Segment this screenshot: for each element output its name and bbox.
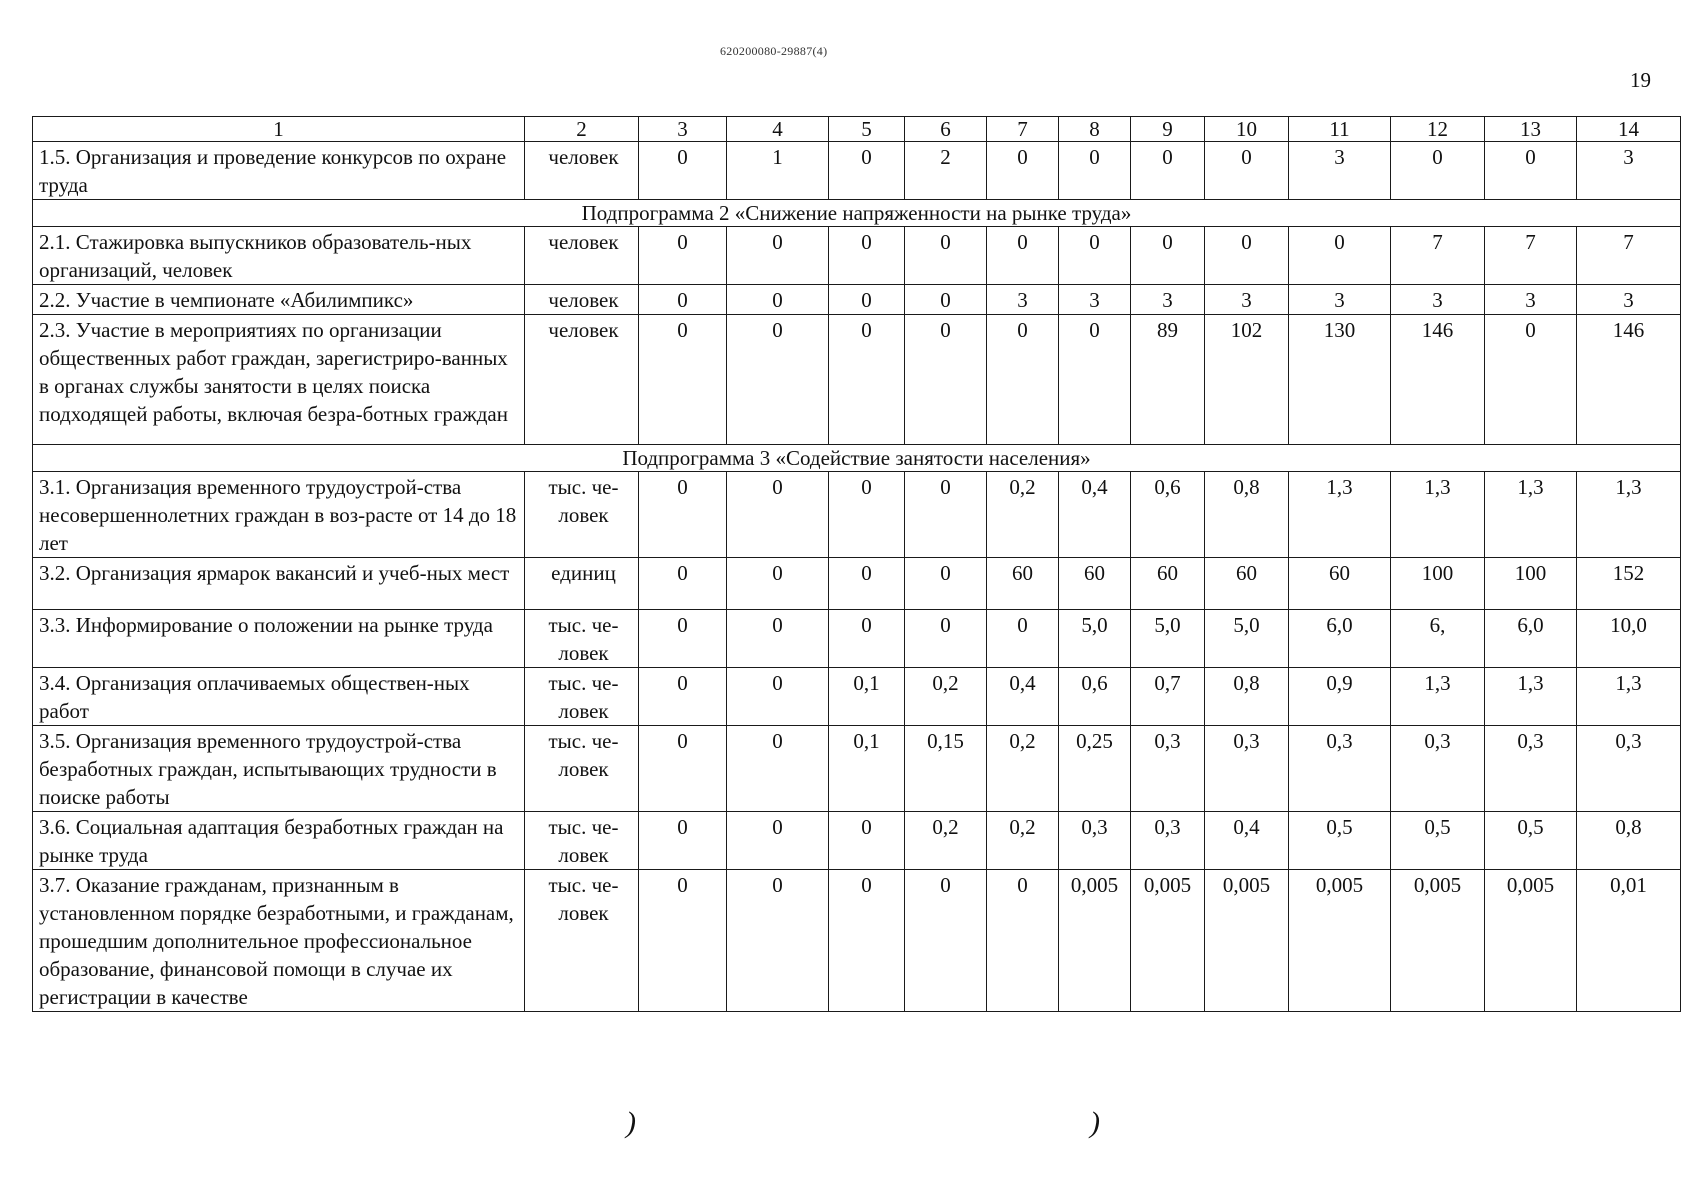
value-cell: 7 (1577, 227, 1681, 285)
value-cell: 0 (829, 610, 905, 668)
value-cell: 7 (1485, 227, 1577, 285)
value-cell: 0 (639, 726, 727, 812)
value-cell: 0,7 (1131, 668, 1205, 726)
column-number-cell: 13 (1485, 117, 1577, 142)
value-cell: 3 (1577, 142, 1681, 200)
value-cell: 0 (1059, 315, 1131, 445)
value-cell: 0,8 (1205, 668, 1289, 726)
value-cell: 0 (829, 812, 905, 870)
value-cell: 0 (987, 315, 1059, 445)
indicator-name: 3.7. Оказание гражданам, признанным в установленном порядке безработными, и гражданам, прошедшим дополнительное профессиональное образование, финансовой помощи в случае их регистрации в качестве (33, 870, 525, 1012)
value-cell: 0 (1289, 227, 1391, 285)
value-cell: 0 (987, 227, 1059, 285)
column-number-cell: 1 (33, 117, 525, 142)
value-cell: 0 (905, 558, 987, 610)
value-cell: 3 (1289, 285, 1391, 315)
value-cell: 0 (639, 610, 727, 668)
value-cell: 0 (727, 726, 829, 812)
value-cell: 0 (1485, 315, 1577, 445)
value-cell: 0,3 (1485, 726, 1577, 812)
value-cell: 0 (727, 558, 829, 610)
value-cell: 0 (1059, 227, 1131, 285)
value-cell: 0 (829, 472, 905, 558)
value-cell: 0 (639, 812, 727, 870)
column-number-cell: 8 (1059, 117, 1131, 142)
indicator-name: 3.2. Организация ярмарок вакансий и учеб-ных мест (33, 558, 525, 610)
value-cell: 0,4 (1059, 472, 1131, 558)
indicator-name: 2.2. Участие в чемпионате «Абилимпикс» (33, 285, 525, 315)
value-cell: 1,3 (1577, 472, 1681, 558)
value-cell: 0 (1059, 142, 1131, 200)
value-cell: 0 (1485, 142, 1577, 200)
value-cell: 0,3 (1131, 726, 1205, 812)
value-cell: 0,005 (1059, 870, 1131, 1012)
footer-mark-left: ) (626, 1106, 636, 1139)
column-number-cell: 4 (727, 117, 829, 142)
table-row (33, 315, 1681, 445)
value-cell: 6, (1391, 610, 1485, 668)
value-cell: 5,0 (1059, 610, 1131, 668)
value-cell: 0 (639, 227, 727, 285)
value-cell: 0 (639, 472, 727, 558)
value-cell: 0,3 (1289, 726, 1391, 812)
value-cell: 0,8 (1577, 812, 1681, 870)
value-cell: 5,0 (1205, 610, 1289, 668)
value-cell: 60 (1205, 558, 1289, 610)
table-row (33, 726, 1681, 812)
table-body (33, 117, 1681, 1012)
indicator-name: 3.6. Социальная адаптация безработных граждан на рынке труда (33, 812, 525, 870)
unit-cell: тыс. че-ловек (525, 726, 639, 812)
value-cell: 0 (727, 668, 829, 726)
value-cell: 3 (1391, 285, 1485, 315)
indicator-name: 3.5. Организация временного трудоустрой-ства безработных граждан, испытывающих трудности в поиске работы (33, 726, 525, 812)
unit-cell: человек (525, 227, 639, 285)
indicators-table-container (32, 116, 1680, 1012)
value-cell: 1,3 (1485, 668, 1577, 726)
value-cell: 0 (905, 870, 987, 1012)
value-cell: 130 (1289, 315, 1391, 445)
value-cell: 5,0 (1131, 610, 1205, 668)
unit-cell: человек (525, 142, 639, 200)
section-row (33, 445, 1681, 472)
value-cell: 0 (829, 285, 905, 315)
indicator-name: 3.3. Информирование о положении на рынке труда (33, 610, 525, 668)
value-cell: 0,3 (1131, 812, 1205, 870)
value-cell: 3 (1131, 285, 1205, 315)
value-cell: 1,3 (1391, 668, 1485, 726)
value-cell: 0,3 (1391, 726, 1485, 812)
value-cell: 1 (727, 142, 829, 200)
value-cell: 0,005 (1205, 870, 1289, 1012)
value-cell: 10,0 (1577, 610, 1681, 668)
value-cell: 0 (727, 227, 829, 285)
value-cell: 0,005 (1131, 870, 1205, 1012)
column-number-cell: 7 (987, 117, 1059, 142)
value-cell: 0,6 (1059, 668, 1131, 726)
value-cell: 0 (727, 285, 829, 315)
table-row (33, 812, 1681, 870)
unit-cell: тыс. че-ловек (525, 812, 639, 870)
value-cell: 60 (1289, 558, 1391, 610)
indicator-name: 3.4. Организация оплачиваемых обществен-ных работ (33, 668, 525, 726)
column-number-cell: 5 (829, 117, 905, 142)
section-row (33, 200, 1681, 227)
value-cell: 6,0 (1289, 610, 1391, 668)
value-cell: 0 (727, 472, 829, 558)
value-cell: 3 (1577, 285, 1681, 315)
table-row (33, 870, 1681, 1012)
unit-cell: тыс. че-ловек (525, 610, 639, 668)
unit-cell: тыс. че-ловек (525, 472, 639, 558)
unit-cell: тыс. че-ловек (525, 870, 639, 1012)
value-cell: 0 (905, 227, 987, 285)
value-cell: 0,5 (1289, 812, 1391, 870)
column-number-row (33, 117, 1681, 142)
value-cell: 0,4 (1205, 812, 1289, 870)
value-cell: 100 (1485, 558, 1577, 610)
value-cell: 0 (987, 870, 1059, 1012)
value-cell: 0 (1131, 227, 1205, 285)
value-cell: 3 (1205, 285, 1289, 315)
table-row (33, 472, 1681, 558)
value-cell: 0 (905, 315, 987, 445)
value-cell: 0 (727, 812, 829, 870)
value-cell: 1,3 (1577, 668, 1681, 726)
section-title: Подпрограмма 2 «Снижение напряженности на рынке труда» (33, 200, 1681, 227)
page-number: 19 (1630, 68, 1651, 92)
value-cell: 152 (1577, 558, 1681, 610)
value-cell: 7 (1391, 227, 1485, 285)
value-cell: 60 (1131, 558, 1205, 610)
value-cell: 0 (727, 610, 829, 668)
value-cell: 0 (639, 315, 727, 445)
value-cell: 3 (1485, 285, 1577, 315)
footer-mark-right: ) (1090, 1106, 1100, 1139)
value-cell: 0,005 (1391, 870, 1485, 1012)
value-cell: 0 (987, 142, 1059, 200)
indicator-name: 2.3. Участие в мероприятиях по организации общественных работ граждан, зарегистриро-ванных в органах службы занятости в целях поиска подходящей работы, включая безра-ботных граждан (33, 315, 525, 445)
indicator-name: 2.1. Стажировка выпускников образователь-ных организаций, человек (33, 227, 525, 285)
value-cell: 0 (829, 142, 905, 200)
table-row (33, 142, 1681, 200)
value-cell: 0,2 (905, 812, 987, 870)
value-cell: 0,005 (1289, 870, 1391, 1012)
value-cell: 0 (829, 315, 905, 445)
value-cell: 0 (829, 558, 905, 610)
indicator-name: 3.1. Организация временного трудоустрой-ства несовершеннолетних граждан в воз-расте от 14 до 18 лет (33, 472, 525, 558)
value-cell: 0,8 (1205, 472, 1289, 558)
value-cell: 146 (1391, 315, 1485, 445)
value-cell: 0,2 (987, 726, 1059, 812)
column-number-cell: 6 (905, 117, 987, 142)
value-cell: 100 (1391, 558, 1485, 610)
value-cell: 1,3 (1289, 472, 1391, 558)
value-cell: 0 (829, 227, 905, 285)
value-cell: 0,6 (1131, 472, 1205, 558)
value-cell: 0 (1391, 142, 1485, 200)
value-cell: 0 (727, 315, 829, 445)
column-number-cell: 12 (1391, 117, 1485, 142)
value-cell: 0 (639, 142, 727, 200)
value-cell: 0 (639, 668, 727, 726)
unit-cell: человек (525, 315, 639, 445)
value-cell: 0,15 (905, 726, 987, 812)
value-cell: 2 (905, 142, 987, 200)
value-cell: 0 (1205, 227, 1289, 285)
value-cell: 0,2 (987, 812, 1059, 870)
value-cell: 0 (905, 472, 987, 558)
value-cell: 0 (639, 558, 727, 610)
document-code: 620200080-29887(4) (720, 44, 828, 58)
value-cell: 6,0 (1485, 610, 1577, 668)
value-cell: 0,2 (987, 472, 1059, 558)
unit-cell: тыс. че-ловек (525, 668, 639, 726)
column-number-cell: 14 (1577, 117, 1681, 142)
column-number-cell: 10 (1205, 117, 1289, 142)
column-number-cell: 11 (1289, 117, 1391, 142)
table-row (33, 558, 1681, 610)
table-row (33, 285, 1681, 315)
value-cell: 60 (1059, 558, 1131, 610)
value-cell: 0,5 (1391, 812, 1485, 870)
value-cell: 0,5 (1485, 812, 1577, 870)
unit-cell: единиц (525, 558, 639, 610)
value-cell: 0,3 (1205, 726, 1289, 812)
column-number-cell: 9 (1131, 117, 1205, 142)
value-cell: 3 (1059, 285, 1131, 315)
value-cell: 0,1 (829, 726, 905, 812)
value-cell: 0,01 (1577, 870, 1681, 1012)
value-cell: 3 (1289, 142, 1391, 200)
value-cell: 102 (1205, 315, 1289, 445)
value-cell: 0,3 (1059, 812, 1131, 870)
value-cell: 0,2 (905, 668, 987, 726)
value-cell: 3 (987, 285, 1059, 315)
value-cell: 0,3 (1577, 726, 1681, 812)
value-cell: 0 (1205, 142, 1289, 200)
value-cell: 0 (905, 610, 987, 668)
table-row (33, 227, 1681, 285)
column-number-cell: 2 (525, 117, 639, 142)
value-cell: 60 (987, 558, 1059, 610)
value-cell: 0,1 (829, 668, 905, 726)
value-cell: 1,3 (1391, 472, 1485, 558)
value-cell: 0 (905, 285, 987, 315)
table-row (33, 668, 1681, 726)
value-cell: 0,4 (987, 668, 1059, 726)
value-cell: 0 (727, 870, 829, 1012)
indicators-table (32, 116, 1681, 1012)
value-cell: 0,9 (1289, 668, 1391, 726)
section-title: Подпрограмма 3 «Содействие занятости населения» (33, 445, 1681, 472)
indicator-name: 1.5. Организация и проведение конкурсов по охране труда (33, 142, 525, 200)
table-row (33, 610, 1681, 668)
value-cell: 0,005 (1485, 870, 1577, 1012)
unit-cell: человек (525, 285, 639, 315)
value-cell: 0 (1131, 142, 1205, 200)
column-number-cell: 3 (639, 117, 727, 142)
value-cell: 146 (1577, 315, 1681, 445)
value-cell: 0 (987, 610, 1059, 668)
value-cell: 0 (639, 285, 727, 315)
value-cell: 0 (639, 870, 727, 1012)
value-cell: 1,3 (1485, 472, 1577, 558)
value-cell: 0,25 (1059, 726, 1131, 812)
value-cell: 89 (1131, 315, 1205, 445)
value-cell: 0 (829, 870, 905, 1012)
